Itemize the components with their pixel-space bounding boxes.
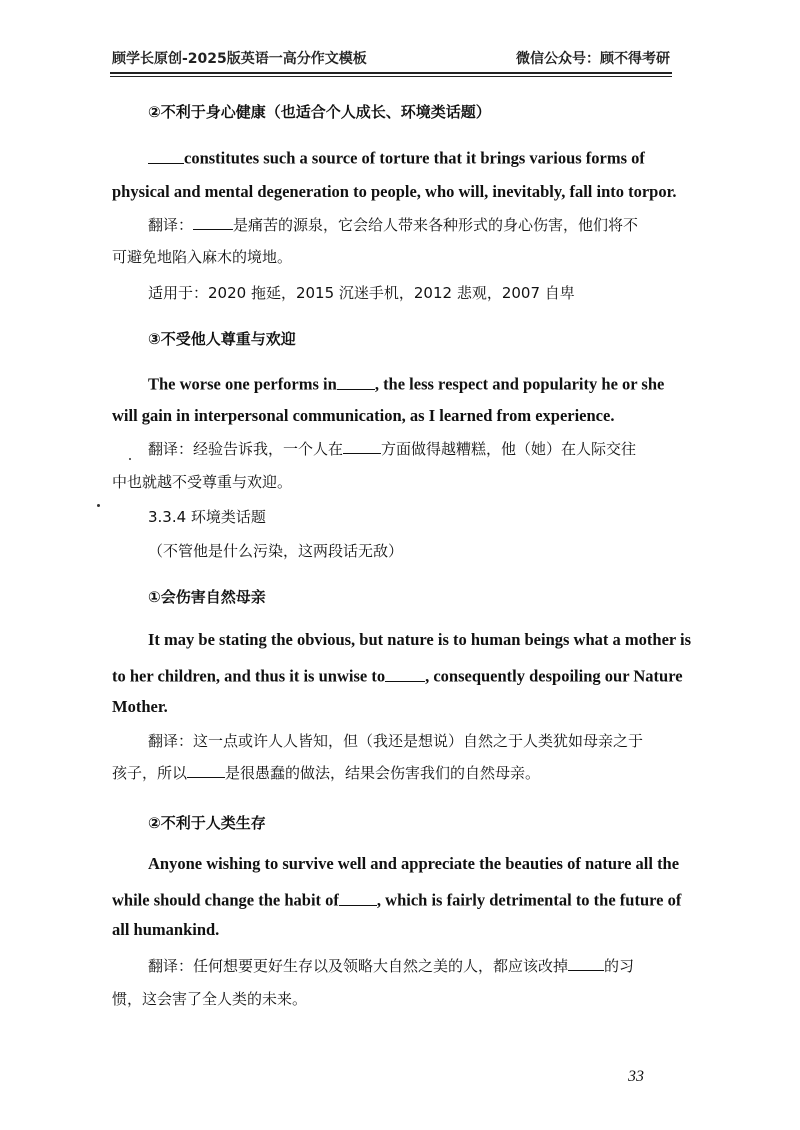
translation-nature-2: 孩子，所以 是很愚蠢的做法，结果会伤害我们的自然母亲。: [112, 764, 541, 782]
blank: [385, 664, 425, 682]
translation-respect-1: 翻译：经验告诉我，一个人在 方面做得越糟糕，他（她）在人际交往: [148, 440, 637, 458]
blank: [148, 146, 184, 164]
section-heading-survival: ②不利于人类生存: [148, 814, 266, 832]
header-rule-thin: [110, 76, 672, 77]
paragraph-respect-en-2: will gain in interpersonal communication, as I learned from experience.: [112, 406, 615, 425]
applicable-topics: 适用于：2020 拖延，2015 沉迷手机，2012 悲观，2007 自卑: [148, 284, 575, 302]
paragraph-health-en-1: constitutes such a source of torture that it brings various forms of: [148, 146, 645, 169]
section-heading-respect: ③不受他人尊重与欢迎: [148, 330, 296, 348]
section-heading-nature-mother: ①会伤害自然母亲: [148, 588, 266, 606]
section-heading-health: ②不利于身心健康（也适合个人成长、环境类话题）: [148, 103, 491, 121]
paragraph-health-en-2: physical and mental degeneration to people, who will, inevitably, fall into torpor.: [112, 182, 677, 201]
page-header: [112, 48, 670, 68]
blank: [343, 438, 381, 454]
blank: [339, 888, 377, 906]
translation-nature-1: 翻译：这一点或许人人皆知，但（我还是想说）自然之于人类犹如母亲之于: [148, 732, 644, 750]
paragraph-nature-en-2: to her children, and thus it is unwise to , consequently despoiling our Nature: [112, 664, 683, 687]
paragraph-nature-en-1: It may be stating the obvious, but nature is to human beings what a mother is: [148, 630, 692, 649]
translation-survival-1: 翻译：任何想要更好生存以及领略大自然之美的人，都应该改掉 的习: [148, 957, 635, 975]
translation-respect-2: 中也就越不受尊重与欢迎。: [112, 473, 293, 491]
header-left: 顾学长原创-2025版英语一高分作文模板: [112, 51, 367, 67]
blank: [193, 214, 233, 230]
paragraph-respect-en-1: The worse one performs in , the less respect and popularity he or she: [148, 372, 664, 395]
header-right: 微信公众号：顾不得考研: [516, 51, 670, 67]
scan-speck: [97, 504, 100, 507]
section-note-environment: （不管他是什么污染，这两段话无敌）: [148, 542, 404, 560]
translation-survival-2: 惯，这会害了全人类的未来。: [112, 990, 308, 1008]
paragraph-survival-en-2: while should change the habit of , which is fairly detrimental to the future of: [112, 888, 681, 911]
header-rule: [110, 72, 672, 74]
paragraph-survival-en-1: Anyone wishing to survive well and appreciate the beauties of nature all the: [148, 854, 680, 873]
section-title-environment: 3.3.4 环境类话题: [148, 508, 266, 526]
scan-speck: [129, 458, 131, 460]
paragraph-nature-en-3: Mother.: [112, 697, 168, 716]
translation-health-1: 翻译： 是痛苦的源泉，它会给人带来各种形式的身心伤害，他们将不: [148, 216, 639, 234]
blank: [568, 955, 604, 971]
page-number: 33: [628, 1068, 644, 1085]
paragraph-survival-en-3: all humankind.: [112, 920, 220, 939]
blank: [337, 372, 375, 390]
blank: [187, 762, 225, 778]
translation-health-2: 可避免地陷入麻木的境地。: [112, 248, 293, 266]
